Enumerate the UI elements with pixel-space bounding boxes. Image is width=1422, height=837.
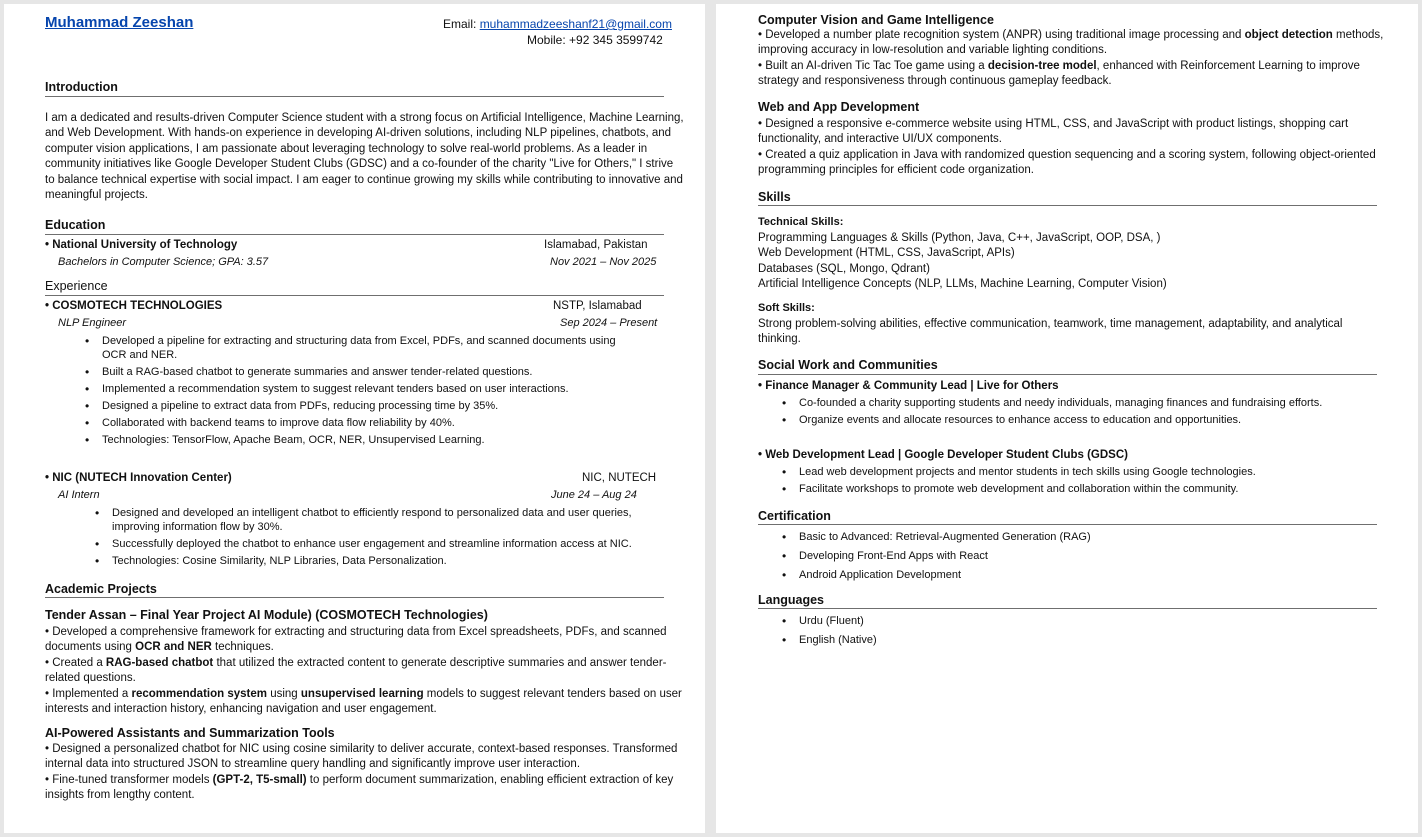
section-divider — [45, 96, 664, 97]
education-degree: Bachelors in Computer Science; GPA: 3.57 — [58, 256, 269, 268]
technical-skills-list — [758, 231, 1167, 293]
social-heading: Social Work and Communities — [758, 358, 938, 372]
list-item: • Co-founded a charity supporting students and needy individuals, managing finances and fundraising efforts. — [773, 396, 1393, 410]
list-item: • Technologies: Cosine Similarity, NLP Libraries, Data Personalization. — [86, 554, 666, 568]
intro-text: I am a dedicated and results-driven Computer Science student with a strong focus on Artificial Intelligence, Machine Learning, and Web Development. With hands-on experience in developing AI-driven solutions, including NLP pipelines, chatbots, and computer vision applications, I am passionate about leveraging technology to solve real-world problems. As a leader in community initiatives like Google Developer Student Clubs (GDSC) and a co-founder of the charity "Live for Others," I strive to balance technical expertise with social impact. I am eager to continue growing my skills while contributing to innovative and meaningful projects. — [45, 112, 684, 202]
project-line: • Created a RAG-based chatbot that utilized the extracted content to generate descriptive summaries and answer tender-related questions. — [45, 656, 667, 685]
section-divider — [758, 524, 1377, 525]
project-title: Computer Vision and Game Intelligence — [758, 13, 994, 27]
list-item: • Developed a pipeline for extracting and structuring data from Excel, PDFs, and scanned documents using OCR and NER. — [76, 334, 616, 362]
job-dates: June 24 – Aug 24 — [551, 489, 637, 501]
section-divider — [45, 597, 664, 598]
technical-skills-label: Technical Skills: — [758, 216, 844, 228]
mobile-label: Mobile: — [527, 33, 566, 47]
job-bullets — [76, 334, 616, 450]
job-org: • COSMOTECH TECHNOLOGIES — [45, 300, 223, 312]
soft-skills-label: Soft Skills: — [758, 302, 815, 314]
section-divider — [45, 234, 664, 235]
project-line: • Created a quiz application in Java with randomized question sequencing and a scoring system, following object-oriented programming principles for efficient code organization. — [758, 148, 1376, 177]
project-line: • Implemented a recommendation system using unsupervised learning models to suggest relevant tenders based on user interests and interaction history, enhancing navigation and user engagement. — [45, 687, 682, 716]
project-line: • Built an AI-driven Tic Tac Toe game using a decision-tree model, enhanced with Reinforcement Learning to improve strategy and responsiveness through continuous gameplay feedback. — [758, 59, 1360, 88]
project-line: • Developed a number plate recognition system (ANPR) using traditional image processing and object detection methods, improving accuracy in low-resolution and variable lighting conditions. — [758, 29, 1384, 57]
experience-heading: Experience — [45, 279, 108, 293]
project-title: Web and App Development — [758, 100, 920, 114]
list-item: • Designed a pipeline to extract data from PDFs, reducing processing time by 35%. — [76, 399, 616, 413]
languages-heading: Languages — [758, 593, 824, 607]
list-item: • Built a RAG-based chatbot to generate summaries and answer tender-related questions. — [76, 365, 616, 379]
list-item: • Collaborated with backend teams to improve data flow reliability by 40%. — [76, 416, 616, 430]
email-link[interactable]: muhammadzeeshanf21@gmail.com — [479, 17, 672, 31]
languages-list — [773, 613, 1393, 651]
mobile-line — [527, 33, 663, 47]
list-item: • Android Application Development — [773, 567, 1393, 583]
list-item: • Lead web development projects and mentor students in tech skills using Google technologies. — [773, 465, 1393, 479]
list-item: • English (Native) — [773, 632, 1393, 648]
list-item: Artificial Intelligence Concepts (NLP, LLMs, Machine Learning, Computer Vision) — [758, 278, 1167, 291]
project-details — [45, 742, 685, 804]
list-item: • Designed and developed an intelligent chatbot to efficiently respond to personalized data and user queries, improving information flow by 30%. — [86, 506, 666, 534]
mobile-number: +92 345 3599742 — [569, 33, 663, 47]
list-item: • Developing Front-End Apps with React — [773, 548, 1393, 564]
projects-heading: Academic Projects — [45, 582, 157, 596]
list-item: • Urdu (Fluent) — [773, 613, 1393, 629]
job-org: • NIC (NUTECH Innovation Center) — [45, 472, 232, 484]
intro-heading: Introduction — [45, 80, 118, 94]
list-item: • Successfully deployed the chatbot to enhance user engagement and streamline information access at NIC. — [86, 537, 666, 551]
email-line — [443, 17, 672, 31]
project-line: • Designed a personalized chatbot for NIC using cosine similarity to deliver accurate, context-based responses. Transformed internal data into structured JSON to streamline query handling and significantly improve user interaction. — [45, 743, 678, 771]
section-divider — [758, 608, 1377, 609]
list-item: • Facilitate workshops to promote web development and collaboration within the community. — [773, 482, 1393, 496]
social-bullets — [773, 465, 1393, 499]
social-bullets — [773, 396, 1393, 430]
list-item: Programming Languages & Skills (Python, Java, C++, JavaScript, OOP, DSA, ) — [758, 232, 1161, 244]
project-line: • Developed a comprehensive framework for extracting and structuring data from Excel spreadsheets, PDFs, and scanned documents using OCR and NER techniques. — [45, 626, 667, 654]
social-item-title: • Web Development Lead | Google Developer Student Clubs (GDSC) — [758, 449, 1128, 461]
project-line: • Designed a responsive e-commerce website using HTML, CSS, and JavaScript with product listings, shopping cart functionality, and interactive UI/UX components. — [758, 118, 1349, 146]
education-location: Islamabad, Pakistan — [544, 239, 648, 251]
project-line: • Fine-tuned transformer models (GPT-2, T5-small) to perform document summarization, enabling efficient extraction of key insights from lengthy content. — [45, 773, 674, 802]
job-location: NSTP, Islamabad — [553, 300, 642, 312]
email-label: Email: — [443, 17, 477, 31]
list-item: • Basic to Advanced: Retrieval-Augmented Generation (RAG) — [773, 529, 1393, 545]
project-details — [758, 28, 1398, 90]
job-bullets — [86, 506, 666, 571]
job-location: NIC, NUTECH — [582, 472, 657, 484]
certification-heading: Certification — [758, 509, 831, 523]
education-dates: Nov 2021 – Nov 2025 — [550, 256, 657, 268]
education-heading: Education — [45, 218, 106, 232]
list-item: Web Development (HTML, CSS, JavaScript, APIs) — [758, 247, 1015, 260]
job-role: AI Intern — [58, 489, 100, 501]
project-title: Tender Assan – Final Year Project AI Module) (COSMOTECH Technologies) — [45, 608, 488, 622]
section-divider — [45, 295, 664, 296]
list-item: • Implemented a recommendation system to suggest relevant tenders based on user interactions. — [76, 382, 616, 396]
project-details — [758, 117, 1398, 179]
list-item: • Organize events and allocate resources to enhance access to education and opportunities. — [773, 413, 1393, 427]
name-link[interactable]: Muhammad Zeeshan — [45, 14, 194, 31]
social-item-title: • Finance Manager & Community Lead | Live for Others — [758, 380, 1059, 392]
job-dates: Sep 2024 – Present — [560, 317, 658, 329]
list-item: • Technologies: TensorFlow, Apache Beam, OCR, NER, Unsupervised Learning. — [76, 433, 616, 447]
job-role: NLP Engineer — [58, 317, 127, 329]
section-divider — [758, 205, 1377, 206]
resume-page-2 — [716, 4, 1418, 833]
soft-skills-text: Strong problem-solving abilities, effective communication, teamwork, time management, adaptability, and analytical thinking. — [758, 318, 1343, 346]
project-details — [45, 625, 685, 717]
section-divider — [758, 374, 1377, 375]
education-school: • National University of Technology — [45, 239, 238, 251]
resume-page-1 — [4, 4, 705, 833]
list-item: Databases (SQL, Mongo, Qdrant) — [758, 262, 930, 275]
certification-list — [773, 529, 1393, 586]
skills-heading: Skills — [758, 190, 791, 204]
project-title: AI-Powered Assistants and Summarization Tools — [45, 726, 335, 740]
